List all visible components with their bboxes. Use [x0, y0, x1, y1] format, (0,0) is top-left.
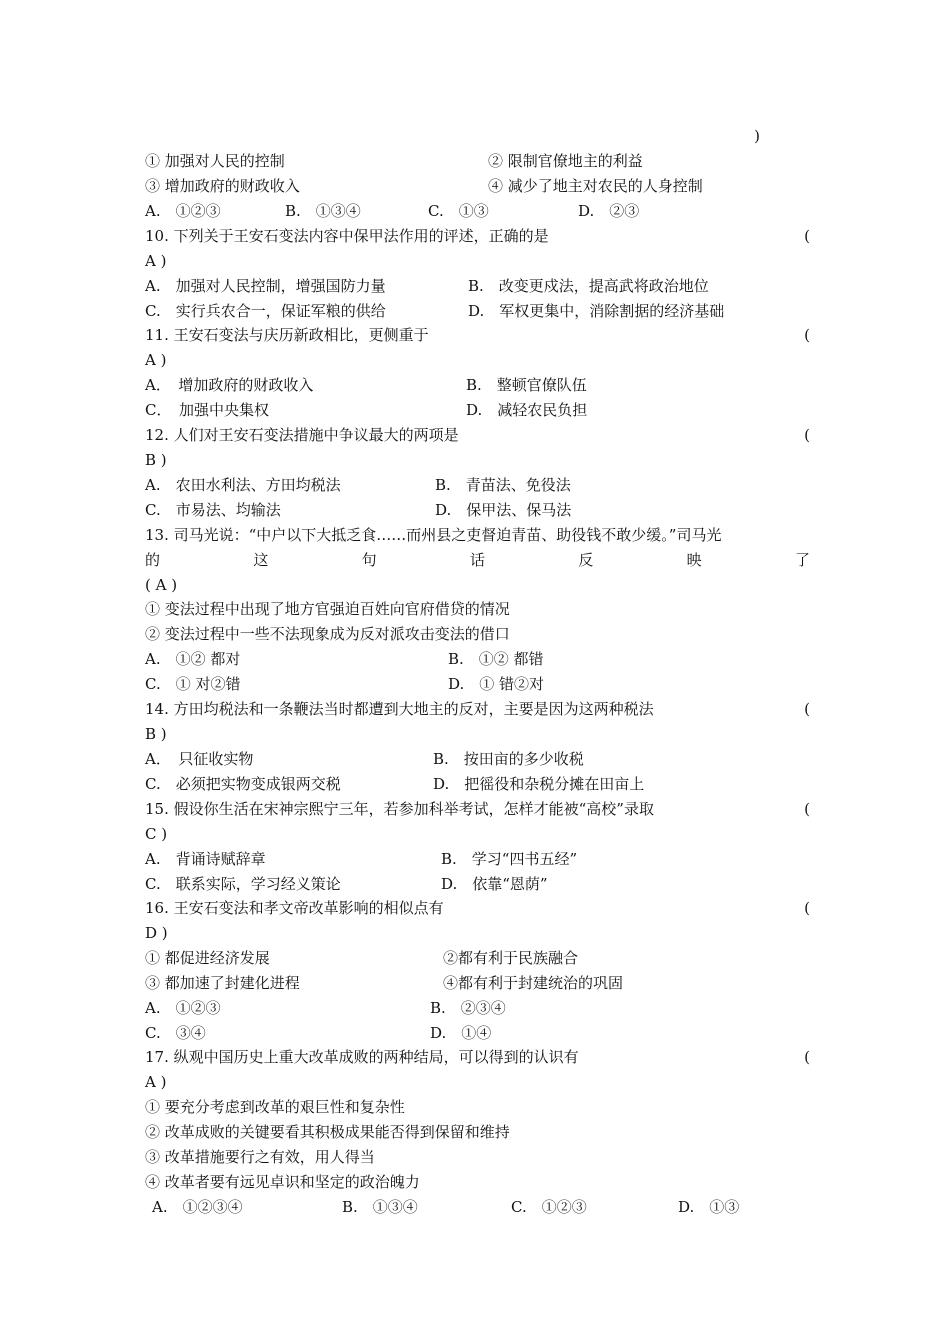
- q16-option-4: ④都有利于封建统治的巩固: [443, 974, 624, 992]
- q14-choice-d: D. 把徭役和杂税分摊在田亩上: [433, 775, 645, 793]
- q11-stem-text: 11. 王安石变法与庆历新政相比，更侧重于: [145, 326, 429, 344]
- q14-paren: (: [804, 700, 810, 718]
- q15-choices-row-1: [145, 847, 810, 872]
- q14-choices-row-1: [145, 747, 810, 772]
- q16-option-1: ① 都促进经济发展: [145, 949, 270, 967]
- q9-choice-a: A. ①②③: [145, 202, 221, 220]
- q17-answer: A ): [145, 1073, 167, 1091]
- q15-stem: [145, 797, 810, 822]
- q9-options-row-1: [145, 149, 810, 174]
- q15-choice-a: A. 背诵诗赋辞章: [145, 850, 266, 868]
- q13-choice-a: A. ①② 都对: [145, 650, 241, 668]
- q13-choice-b: B. ①② 都错: [448, 650, 544, 668]
- q16-option-3: ③ 都加速了封建化进程: [145, 974, 300, 992]
- q13-option-1: ① 变法过程中出现了地方官强迫百姓向官府借贷的情况: [145, 600, 510, 618]
- q17-stem: [145, 1045, 810, 1070]
- q16-options-row-1: [145, 946, 810, 971]
- q10-choice-a: A. 加强对人民控制，增强国防力量: [145, 277, 386, 295]
- q15-choice-b: B. 学习“四书五经”: [441, 850, 578, 868]
- q17-option-2: ② 改革成败的关键要看其积极成果能否得到保留和维持: [145, 1123, 510, 1141]
- q10-choices-row-2: [145, 299, 810, 324]
- q14-choices-row-2: [145, 772, 810, 797]
- q12-paren: (: [804, 426, 810, 444]
- q10-answer: A ): [145, 252, 167, 270]
- q12-stem: [145, 423, 810, 448]
- q12-stem-text: 12. 人们对王安石变法措施中争议最大的两项是: [145, 426, 459, 444]
- q14-stem-text: 14. 方田均税法和一条鞭法当时都遭到大地主的反对，主要是因为这两种税法: [145, 700, 654, 718]
- q16-paren: (: [804, 899, 810, 917]
- q12-choice-a: A. 农田水利法、方田均税法: [145, 476, 341, 494]
- q12-choices-row-1: [145, 473, 810, 498]
- q14-answer: B ): [145, 725, 167, 743]
- q17-option-4: ④ 改革者要有远见卓识和坚定的政治魄力: [145, 1173, 420, 1191]
- q16-answer: D ): [145, 924, 168, 942]
- q15-paren: (: [804, 800, 810, 818]
- q9-options-row-2: [145, 174, 810, 199]
- q17-stem-text: 17. 纵观中国历史上重大改革成败的两种结局，可以得到的认识有: [145, 1048, 579, 1066]
- q17-choice-d: D. ①③: [678, 1198, 740, 1216]
- q17-choice-c: C. ①②③: [511, 1198, 587, 1216]
- q17-option-1: ① 要充分考虑到改革的艰巨性和复杂性: [145, 1098, 405, 1116]
- q10-choice-c: C. 实行兵农合一，保证军粮的供给: [145, 302, 386, 320]
- q17-option-3: ③ 改革措施要行之有效，用人得当: [145, 1148, 375, 1166]
- q9-option-4: ④ 减少了地主对农民的人身控制: [488, 177, 703, 195]
- q9-option-1: ① 加强对人民的控制: [145, 152, 285, 170]
- q14-stem: [145, 697, 810, 722]
- q13-char-4: 话: [469, 551, 485, 569]
- q10-stem-text: 10. 下列关于王安石变法内容中保甲法作用的评述，正确的是: [145, 227, 549, 245]
- q16-options-row-2: [145, 971, 810, 996]
- q13-choice-d: D. ① 错②对: [448, 675, 545, 693]
- q13-choices-row-1: [145, 647, 810, 672]
- q10-choices-row-1: [145, 274, 810, 299]
- q13-char-2: 这: [253, 551, 269, 569]
- q11-choice-a: A． 增加政府的财政收入: [145, 376, 314, 394]
- q13-stem-continued: [145, 548, 810, 573]
- q10-choice-b: B. 改变更戍法，提高武将政治地位: [468, 277, 709, 295]
- q16-choices-row-1: [145, 996, 810, 1021]
- q16-choice-b: B. ②③④: [430, 999, 506, 1017]
- q13-answer: ( A ): [145, 576, 178, 594]
- q12-choice-c: C. 市易法、均输法: [145, 501, 281, 519]
- q11-stem: [145, 323, 810, 348]
- q16-choice-d: D. ①④: [430, 1024, 492, 1042]
- q16-option-2: ②都有利于民族融合: [443, 949, 579, 967]
- q15-choices-row-2: [145, 872, 810, 897]
- q15-choice-c: C. 联系实际，学习经义策论: [145, 875, 341, 893]
- q12-choice-b: B. 青苗法、免役法: [435, 476, 571, 494]
- q13-char-7: 了: [794, 551, 810, 569]
- q13-choices-row-2: [145, 672, 810, 697]
- q16-stem: [145, 896, 810, 921]
- q13-char-1: 的: [145, 551, 161, 569]
- q14-choice-a: A． 只征收实物: [145, 750, 254, 768]
- q13-choice-c: C. ① 对②错: [145, 675, 241, 693]
- q13-option-2: ② 变法过程中一些不法现象成为反对派攻击变法的借口: [145, 625, 510, 643]
- q11-choice-b: B. 整顿官僚队伍: [466, 376, 587, 394]
- q12-choice-d: D. 保甲法、保马法: [435, 501, 572, 519]
- q12-answer: B ): [145, 451, 167, 469]
- q10-choice-d: D. 军权更集中，消除割据的经济基础: [468, 302, 725, 320]
- q13-char-6: 映: [686, 551, 702, 569]
- q14-choice-b: B. 按田亩的多少收税: [433, 750, 584, 768]
- q11-paren: (: [804, 326, 810, 344]
- q10-paren: (: [804, 227, 810, 245]
- q17-choices: [152, 1195, 817, 1220]
- q17-choice-b: B. ①③④: [342, 1198, 418, 1216]
- q9-option-3: ③ 增加政府的财政收入: [145, 177, 300, 195]
- q9-option-2: ② 限制官僚地主的利益: [488, 152, 643, 170]
- q14-choice-c: C. 必须把实物变成银两交税: [145, 775, 341, 793]
- continued-paren: ): [754, 127, 760, 145]
- q13-char-5: 反: [578, 551, 594, 569]
- q16-choice-a: A. ①②③: [145, 999, 221, 1017]
- q10-stem: [145, 224, 810, 249]
- q12-choices-row-2: [145, 498, 810, 523]
- q16-choice-c: C. ③④: [145, 1024, 206, 1042]
- q9-choice-b: B. ①③④: [285, 202, 361, 220]
- q13-char-3: 句: [361, 551, 377, 569]
- q15-choice-d: D. 依靠“恩荫”: [441, 875, 548, 893]
- q17-choice-a: A. ①②③④: [152, 1198, 243, 1216]
- q13-stem: 13. 司马光说：“中户以下大抵乏食……而州县之吏督迫青苗、助役钱不敢少缓。”司马光: [145, 526, 722, 544]
- q16-choices-row-2: [145, 1021, 810, 1046]
- q16-stem-text: 16. 王安石变法和孝文帝改革影响的相似点有: [145, 899, 444, 917]
- q15-answer: C ): [145, 825, 168, 843]
- q11-choices-row-1: [145, 373, 810, 398]
- q17-paren: (: [804, 1048, 810, 1066]
- q15-stem-text: 15. 假设你生活在宋神宗熙宁三年，若参加科举考试，怎样才能被“高校”录取: [145, 800, 654, 818]
- q11-choices-row-2: [145, 398, 810, 423]
- q11-choice-d: D. 减轻农民负担: [466, 401, 588, 419]
- q9-choices: [145, 199, 810, 224]
- q9-choice-d: D. ②③: [578, 202, 640, 220]
- q9-choice-c: C. ①③: [428, 202, 489, 220]
- q11-choice-c: C． 加强中央集权: [145, 401, 269, 419]
- q11-answer: A ): [145, 351, 167, 369]
